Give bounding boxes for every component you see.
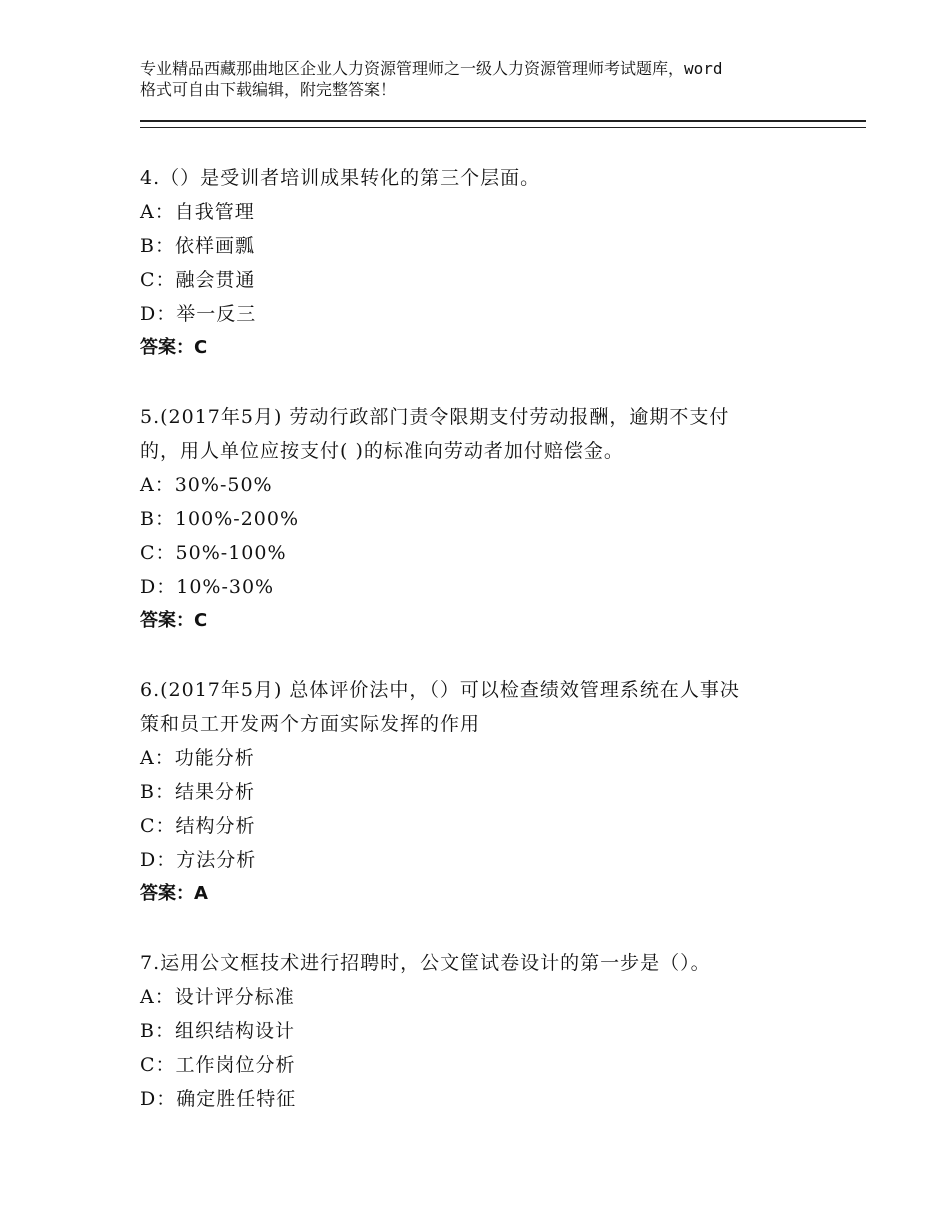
option-b: B：依样画瓢 <box>140 235 255 257</box>
question-4 <box>140 161 830 365</box>
option-d: D：确定胜任特征 <box>140 1088 297 1110</box>
option-b: B：结果分析 <box>140 781 255 803</box>
question-5 <box>140 400 830 638</box>
question-stem: 的，用人单位应按支付( )的标准向劳动者加付赔偿金。 <box>140 440 624 462</box>
header-line-2: 格式可自由下载编辑，附完整答案！ <box>140 80 397 99</box>
option-d: D：方法分析 <box>140 849 257 871</box>
question-stem: 6.(2017年5月) 总体评价法中，（）可以检查绩效管理系统在人事决 <box>140 679 740 701</box>
question-stem: 策和员工开发两个方面实际发挥的作用 <box>140 713 481 735</box>
answer: 答案：C <box>140 337 208 358</box>
question-stem: 5.(2017年5月) 劳动行政部门责令限期支付劳动报酬，逾期不支付 <box>140 406 730 428</box>
option-c: C：工作岗位分析 <box>140 1054 296 1076</box>
option-a: A：功能分析 <box>140 747 255 769</box>
option-c: C：结构分析 <box>140 815 256 837</box>
document-header <box>140 58 840 100</box>
option-b: B：组织结构设计 <box>140 1020 295 1042</box>
header-divider <box>140 120 866 128</box>
option-c: C：50%-100% <box>140 542 287 564</box>
question-stem: 7.运用公文框技术进行招聘时，公文筐试卷设计的第一步是（）。 <box>140 952 711 974</box>
header-line-1: 专业精品西藏那曲地区企业人力资源管理师之一级人力资源管理师考试题库，word <box>140 59 723 78</box>
option-d: D：10%-30% <box>140 576 275 598</box>
question-7 <box>140 946 830 1116</box>
question-6 <box>140 673 830 911</box>
option-d: D：举一反三 <box>140 303 257 325</box>
option-a: A：30%-50% <box>140 474 273 496</box>
option-c: C：融会贯通 <box>140 269 256 291</box>
question-stem: 4.（）是受训者培训成果转化的第三个层面。 <box>140 167 541 189</box>
option-a: A：设计评分标准 <box>140 986 295 1008</box>
option-b: B：100%-200% <box>140 508 300 530</box>
option-a: A：自我管理 <box>140 201 255 223</box>
answer: 答案：C <box>140 610 208 631</box>
answer: 答案：A <box>140 883 208 904</box>
